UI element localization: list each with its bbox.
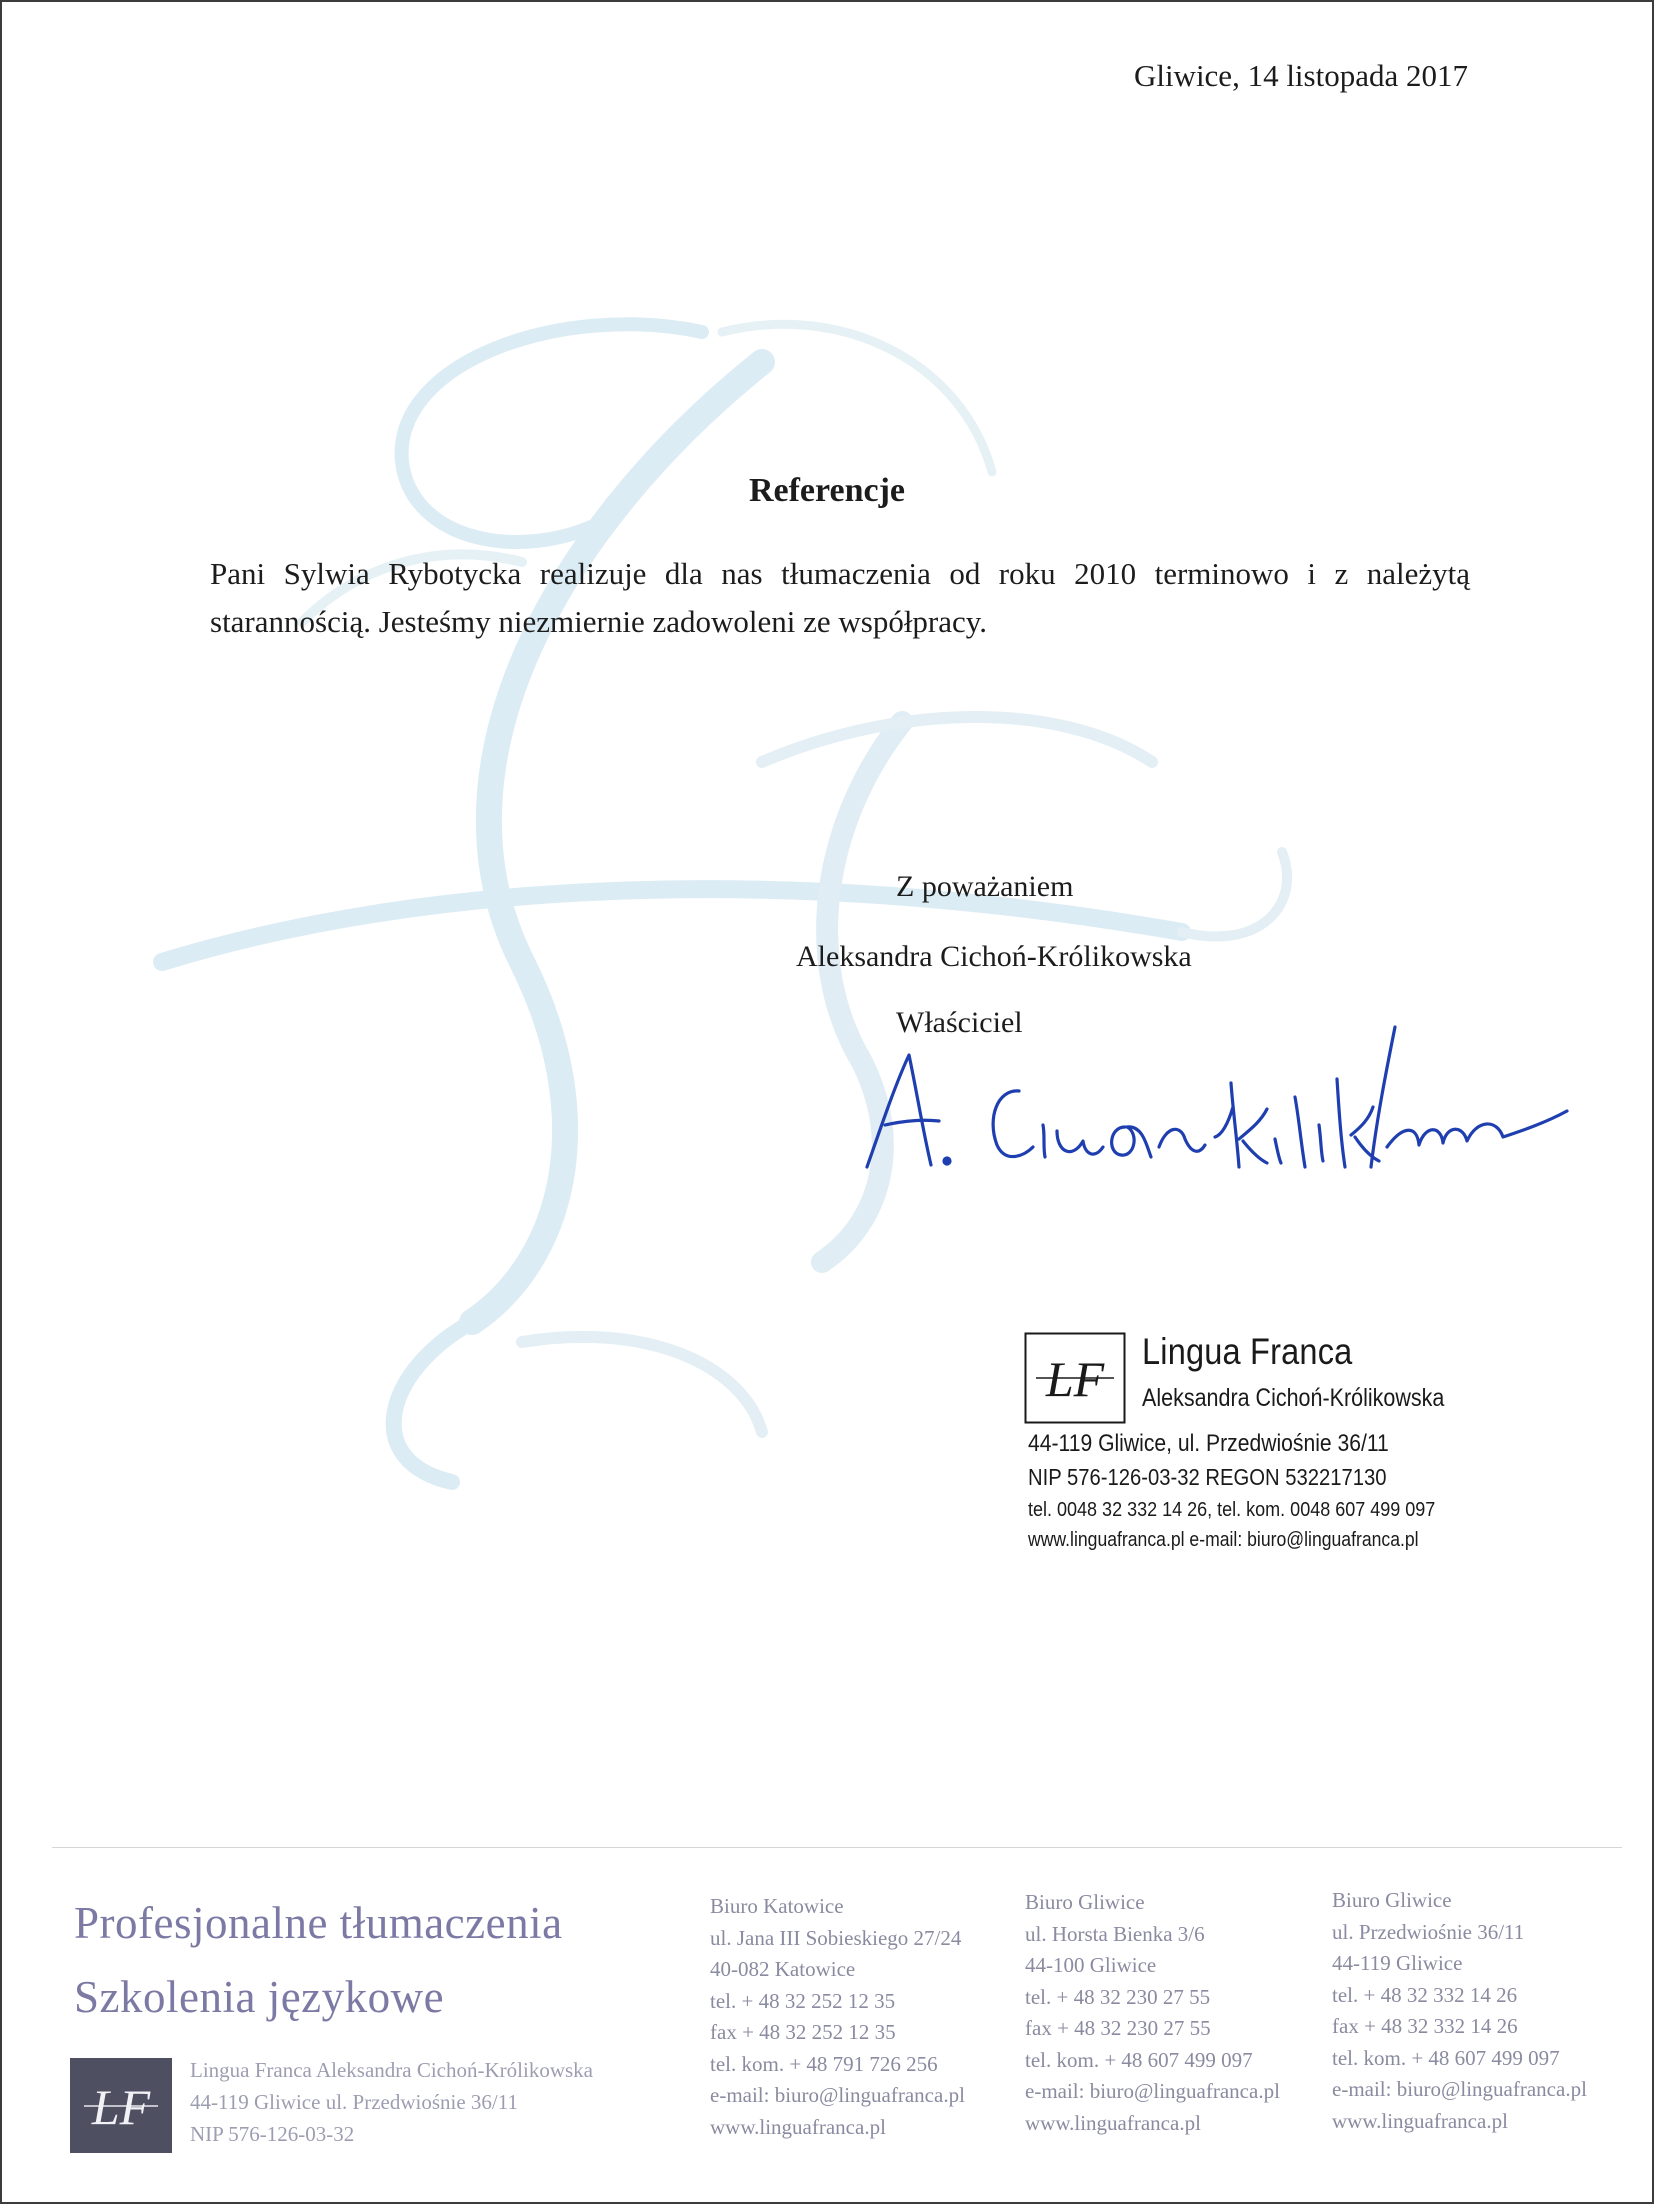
office-mobile: tel. kom. + 48 791 726 256: [710, 2051, 938, 2076]
office-gliwice-przedwiosnie: [1332, 1885, 1652, 2137]
stamp-phones: tel. 0048 32 332 14 26, tel. kom. 0048 607 499 097: [1028, 1499, 1436, 1521]
office-city: 44-119 Gliwice: [1332, 1951, 1463, 1975]
office-tel: tel. + 48 32 252 12 35: [710, 1988, 896, 2013]
office-gliwice-bienka: [1025, 1887, 1345, 2139]
stamp-company-name: Lingua Franca: [1142, 1331, 1353, 1372]
office-city: 44-100 Gliwice: [1025, 1953, 1157, 1977]
handwritten-signature: [847, 1007, 1607, 1207]
office-name: Biuro Gliwice: [1025, 1890, 1145, 1914]
footer-tagline-training: Szkolenia językowe: [74, 1972, 445, 2022]
footer-company-nip: NIP 576-126-03-32: [190, 2122, 355, 2146]
office-fax: fax + 48 32 332 14 26: [1332, 2014, 1518, 2038]
office-fax: fax + 48 32 230 27 55: [1025, 2016, 1211, 2040]
footer-tagline-translations: Profesjonalne tłumaczenia: [74, 1898, 563, 1948]
footer-company-address: 44-119 Gliwice ul. Przedwiośnie 36/11: [190, 2090, 518, 2114]
footer-company-name: Lingua Franca Aleksandra Cichoń-Królikowska: [190, 2058, 593, 2082]
office-katowice: [710, 1891, 1030, 2143]
office-email: e-mail: biuro@linguafranca.pl: [1025, 2079, 1280, 2103]
office-mobile: tel. kom. + 48 607 499 097: [1332, 2045, 1560, 2070]
company-stamp: [1024, 1327, 1554, 1567]
signer-name: Aleksandra Cichoń-Królikowska: [796, 940, 1192, 973]
office-web: www.linguafranca.pl: [1332, 2108, 1508, 2133]
lf-monogram-icon: [1024, 1332, 1126, 1424]
letter-date: Gliwice, 14 listopada 2017: [1133, 58, 1468, 93]
lf-footer-logo-icon: [70, 2058, 172, 2153]
office-web: www.linguafranca.pl: [1025, 2110, 1201, 2135]
letter-body: Pani Sylwia Rybotycka realizuje dla nas tłumaczenia od roku 2010 terminowo i z należytą starannością. Jesteśmy niezmiernie zadowoleni ze współpracy.: [210, 556, 1470, 639]
office-city: 40-082 Katowice: [710, 1957, 856, 1981]
stamp-ids: NIP 576-126-03-32 REGON 532217130: [1028, 1464, 1387, 1490]
office-tel: tel. + 48 32 332 14 26: [1332, 1982, 1518, 2007]
office-name: Biuro Katowice: [710, 1894, 844, 1918]
office-email: e-mail: biuro@linguafranca.pl: [710, 2083, 965, 2107]
office-tel: tel. + 48 32 230 27 55: [1025, 1984, 1211, 2009]
letter-title: Referencje: [748, 472, 906, 509]
office-street: ul. Horsta Bienka 3/6: [1025, 1921, 1205, 1946]
letterhead-footer: [2, 1847, 1652, 2177]
stamp-owner-name: Aleksandra Cichoń-Królikowska: [1142, 1384, 1445, 1412]
footer-monogram-text: LF: [91, 2079, 151, 2135]
office-web: www.linguafranca.pl: [710, 2114, 886, 2139]
office-street: ul. Przedwiośnie 36/11: [1332, 1919, 1525, 1944]
letter-closing: Z poważaniem: [896, 870, 1074, 903]
stamp-monogram-text: LF: [1045, 1351, 1105, 1407]
office-email: e-mail: biuro@linguafranca.pl: [1332, 2077, 1587, 2101]
stamp-web-email: www.linguafranca.pl e-mail: biuro@linguafranca.pl: [1028, 1529, 1419, 1551]
office-fax: fax + 48 32 252 12 35: [710, 2020, 896, 2044]
office-street: ul. Jana III Sobieskiego 27/24: [710, 1925, 962, 1950]
office-name: Biuro Gliwice: [1332, 1888, 1452, 1912]
office-mobile: tel. kom. + 48 607 499 097: [1025, 2047, 1253, 2072]
stamp-address: 44-119 Gliwice, ul. Przedwiośnie 36/11: [1028, 1430, 1389, 1457]
signer-role: Właściciel: [896, 1006, 1023, 1039]
